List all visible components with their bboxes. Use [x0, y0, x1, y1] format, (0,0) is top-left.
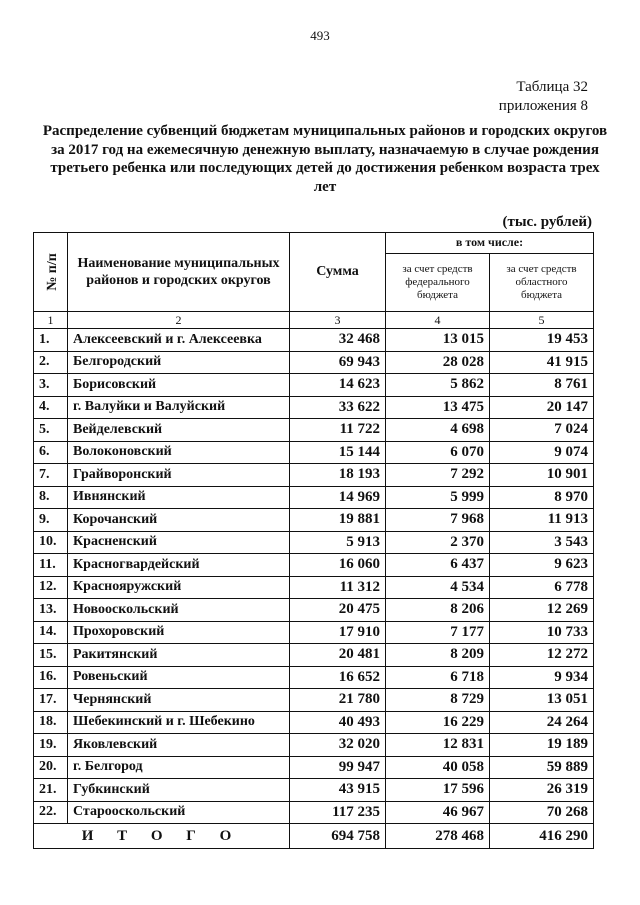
total-regional: 416 290 — [490, 824, 594, 849]
row-number: 20. — [34, 756, 68, 779]
row-number: 21. — [34, 779, 68, 802]
caption-table-number: Таблица 32 — [516, 79, 588, 95]
header-regional: за счет средств областного бюджета — [490, 253, 594, 311]
row-number: 5. — [34, 419, 68, 442]
row-sum: 117 235 — [290, 801, 386, 824]
row-regional: 10 901 — [490, 464, 594, 487]
row-regional: 9 934 — [490, 666, 594, 689]
row-regional: 59 889 — [490, 756, 594, 779]
row-name: Красногвардейский — [68, 554, 290, 577]
row-regional: 12 272 — [490, 644, 594, 667]
page-number: 493 — [310, 28, 330, 43]
column-number-cell: 2 — [68, 312, 290, 329]
table-row — [34, 486, 594, 509]
row-regional: 9 074 — [490, 441, 594, 464]
header-federal: за счет средств федерального бюджета — [386, 253, 490, 311]
row-name: Грайворонский — [68, 464, 290, 487]
table-row — [34, 666, 594, 689]
table-row — [34, 599, 594, 622]
row-sum: 43 915 — [290, 779, 386, 802]
row-regional: 8 970 — [490, 486, 594, 509]
row-number: 2. — [34, 351, 68, 374]
row-sum: 19 881 — [290, 509, 386, 532]
table-body — [34, 329, 594, 824]
row-regional: 12 269 — [490, 599, 594, 622]
row-sum: 20 475 — [290, 599, 386, 622]
header-number-text: № п/п — [44, 253, 60, 291]
table-row — [34, 396, 594, 419]
total-row — [34, 824, 594, 849]
row-sum: 40 493 — [290, 711, 386, 734]
row-name: Ровеньский — [68, 666, 290, 689]
row-name: Новооскольский — [68, 599, 290, 622]
header-including: в том числе: — [386, 233, 594, 254]
row-number: 9. — [34, 509, 68, 532]
row-regional: 70 268 — [490, 801, 594, 824]
row-number: 15. — [34, 644, 68, 667]
row-federal: 5 999 — [386, 486, 490, 509]
row-federal: 12 831 — [386, 734, 490, 757]
row-number: 13. — [34, 599, 68, 622]
row-number: 19. — [34, 734, 68, 757]
row-number: 10. — [34, 531, 68, 554]
row-sum: 21 780 — [290, 689, 386, 712]
row-regional: 20 147 — [490, 396, 594, 419]
row-federal: 6 437 — [386, 554, 490, 577]
table-row — [34, 531, 594, 554]
row-name: Корочанский — [68, 509, 290, 532]
row-sum: 14 969 — [290, 486, 386, 509]
row-regional: 13 051 — [490, 689, 594, 712]
row-federal: 8 729 — [386, 689, 490, 712]
row-federal: 7 292 — [386, 464, 490, 487]
total-sum: 694 758 — [290, 824, 386, 849]
row-regional: 9 623 — [490, 554, 594, 577]
table-row — [34, 779, 594, 802]
table-row — [34, 689, 594, 712]
row-name: Ракитянский — [68, 644, 290, 667]
row-federal: 2 370 — [386, 531, 490, 554]
row-sum: 16 060 — [290, 554, 386, 577]
row-federal: 17 596 — [386, 779, 490, 802]
row-federal: 16 229 — [386, 711, 490, 734]
table-row — [34, 756, 594, 779]
row-sum: 99 947 — [290, 756, 386, 779]
row-regional: 3 543 — [490, 531, 594, 554]
row-name: Красненский — [68, 531, 290, 554]
row-federal: 4 534 — [386, 576, 490, 599]
header-name: Наименование муниципальных районов и городских округов — [68, 233, 290, 312]
row-number: 3. — [34, 374, 68, 397]
row-name: Ивнянский — [68, 486, 290, 509]
units-label: (тыс. рублей) — [502, 214, 592, 230]
row-sum: 15 144 — [290, 441, 386, 464]
row-regional: 11 913 — [490, 509, 594, 532]
table-row — [34, 351, 594, 374]
row-number: 14. — [34, 621, 68, 644]
column-number-cell: 3 — [290, 312, 386, 329]
row-regional: 26 319 — [490, 779, 594, 802]
row-regional: 8 761 — [490, 374, 594, 397]
row-federal: 8 206 — [386, 599, 490, 622]
table-row — [34, 374, 594, 397]
row-sum: 5 913 — [290, 531, 386, 554]
table-row — [34, 711, 594, 734]
row-name: Краснояружский — [68, 576, 290, 599]
row-federal: 13 475 — [386, 396, 490, 419]
row-name: Яковлевский — [68, 734, 290, 757]
row-number: 8. — [34, 486, 68, 509]
row-number: 11. — [34, 554, 68, 577]
row-federal: 8 209 — [386, 644, 490, 667]
row-federal: 5 862 — [386, 374, 490, 397]
row-number: 18. — [34, 711, 68, 734]
row-federal: 6 718 — [386, 666, 490, 689]
table-row — [34, 464, 594, 487]
row-regional: 24 264 — [490, 711, 594, 734]
row-regional: 19 189 — [490, 734, 594, 757]
row-sum: 14 623 — [290, 374, 386, 397]
row-sum: 18 193 — [290, 464, 386, 487]
row-number: 1. — [34, 329, 68, 352]
column-number-cell: 5 — [490, 312, 594, 329]
row-sum: 69 943 — [290, 351, 386, 374]
row-federal: 40 058 — [386, 756, 490, 779]
row-number: 12. — [34, 576, 68, 599]
row-federal: 7 177 — [386, 621, 490, 644]
subvention-table — [33, 232, 594, 849]
table-row — [34, 801, 594, 824]
table-row — [34, 329, 594, 352]
row-name: Губкинский — [68, 779, 290, 802]
row-name: Алексеевский и г. Алексеевка — [68, 329, 290, 352]
total-label: И Т О Г О — [34, 824, 290, 849]
row-number: 4. — [34, 396, 68, 419]
table-row — [34, 576, 594, 599]
table-row — [34, 509, 594, 532]
row-sum: 11 312 — [290, 576, 386, 599]
row-sum: 20 481 — [290, 644, 386, 667]
row-name: Борисовский — [68, 374, 290, 397]
row-name: Вейделевский — [68, 419, 290, 442]
document-title: Распределение субвенций бюджетам муниципальных районов и городских округов за 2017 год на ежемесячную денежную выплату, назначаемую в случае рождения третьего ребенка или последующих детей до достижения ребенком возраста трех лет — [42, 123, 608, 195]
row-number: 16. — [34, 666, 68, 689]
column-number-cell: 4 — [386, 312, 490, 329]
table-row — [34, 734, 594, 757]
row-sum: 11 722 — [290, 419, 386, 442]
row-name: Волоконовский — [68, 441, 290, 464]
row-number: 7. — [34, 464, 68, 487]
row-federal: 7 968 — [386, 509, 490, 532]
table-row — [34, 441, 594, 464]
column-number-cell: 1 — [34, 312, 68, 329]
row-number: 17. — [34, 689, 68, 712]
table-row — [34, 644, 594, 667]
row-sum: 32 468 — [290, 329, 386, 352]
row-name: г. Белгород — [68, 756, 290, 779]
row-regional: 41 915 — [490, 351, 594, 374]
table-row — [34, 554, 594, 577]
row-sum: 32 020 — [290, 734, 386, 757]
row-name: Шебекинский и г. Шебекино — [68, 711, 290, 734]
row-sum: 16 652 — [290, 666, 386, 689]
row-federal: 28 028 — [386, 351, 490, 374]
row-regional: 10 733 — [490, 621, 594, 644]
table-row — [34, 419, 594, 442]
row-federal: 13 015 — [386, 329, 490, 352]
row-sum: 33 622 — [290, 396, 386, 419]
row-number: 22. — [34, 801, 68, 824]
row-name: г. Валуйки и Валуйский — [68, 396, 290, 419]
row-federal: 46 967 — [386, 801, 490, 824]
row-name: Прохоровский — [68, 621, 290, 644]
total-federal: 278 468 — [386, 824, 490, 849]
table-caption — [499, 78, 588, 116]
row-federal: 4 698 — [386, 419, 490, 442]
header-sum: Сумма — [290, 233, 386, 312]
table-row — [34, 621, 594, 644]
row-name: Старооскольский — [68, 801, 290, 824]
row-regional: 6 778 — [490, 576, 594, 599]
row-name: Белгородский — [68, 351, 290, 374]
row-sum: 17 910 — [290, 621, 386, 644]
row-regional: 7 024 — [490, 419, 594, 442]
header-number — [34, 233, 68, 312]
caption-appendix: приложения 8 — [498, 98, 588, 114]
row-federal: 6 070 — [386, 441, 490, 464]
row-regional: 19 453 — [490, 329, 594, 352]
row-number: 6. — [34, 441, 68, 464]
row-name: Чернянский — [68, 689, 290, 712]
